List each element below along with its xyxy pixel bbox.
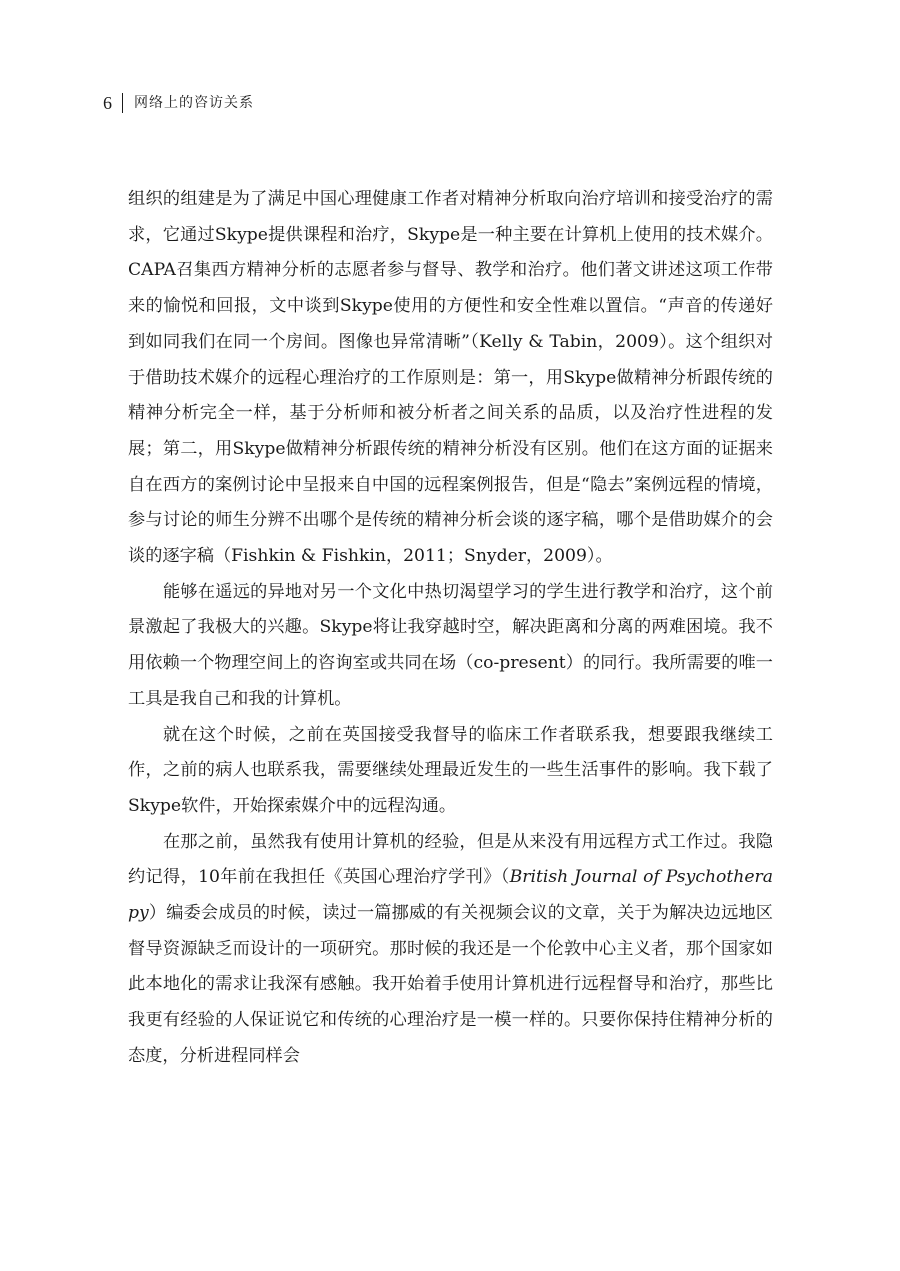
paragraph-2 [128,575,773,718]
paragraph-4-text-a: 在那之前，虽然我有使用计算机的经验，但是从来没有用远程方式工作过。我隐约记得，10年前在我担任《英国心理治疗学刊》（ [128,831,773,888]
paragraph-4-text-b: ）编委会成员的时候，读过一篇挪威的有关视频会议的文章，关于为解决边远地区督导资源缺乏而设计的一项研究。那时候的我还是一个伦敦中心主义者，那个国家如此本地化的需求让我深有感触。我开始着手使用计算机进行远程督导和治疗，那些比我更有经验的人保证说它和传统的心理治疗是一模一样的。只要你保持住精神分析的态度，分析进程同样会 [128,903,773,1066]
paragraph-1 [128,182,773,575]
paragraph-1-text: 组织的组建是为了满足中国心理健康工作者对精神分析取向治疗培训和接受治疗的需求，它通过Skype提供课程和治疗，Skype是一种主要在计算机上使用的技术媒介。CAPA召集西方精神分析的志愿者参与督导、教学和治疗。他们著文讲述这项工作带来的愉悦和回报，文中谈到Skype使用的方便性和安全性难以置信。“声音的传递好到如同我们在同一个房间。图像也异常清晰”（Kelly & Tabin，2009）。这个组织对于借助技术媒介的远程心理治疗的工作原则是：第一，用Skype做精神分析跟传统的精神分析完全一样，基于分析师和被分析者之间关系的品质，以及治疗性进程的发展；第二，用Skype做精神分析跟传统的精神分析没有区别。他们在这方面的证据来自在西方的案例讨论中呈报来自中国的远程案例报告，但是“隐去”案例远程的情境，参与讨论的师生分辨不出哪个是传统的精神分析会谈的逐字稿，哪个是借助媒介的会谈的逐字稿（Fishkin & Fishkin，2011；Snyder，2009）。 [128,189,773,567]
paragraph-3 [128,718,773,825]
body-text [128,182,773,1075]
running-title: 网络上的咨访关系 [134,95,254,111]
paragraph-4 [128,825,773,1075]
page-header [103,92,254,114]
header-divider [122,93,123,113]
paragraph-3-text: 就在这个时候，之前在英国接受我督导的临床工作者联系我，想要跟我继续工作，之前的病人也联系我，需要继续处理最近发生的一些生活事件的影响。我下载了Skype软件，开始探索媒介中的远程沟通。 [128,724,773,816]
page-number: 6 [103,93,112,113]
journal-title-italic: British Journal of Psychotherapy [128,867,773,924]
paragraph-2-text: 能够在遥远的异地对另一个文化中热切渴望学习的学生进行教学和治疗，这个前景激起了我极大的兴趣。Skype将让我穿越时空，解决距离和分离的两难困境。我不用依赖一个物理空间上的咨询室或共同在场（co-present）的同行。我所需要的唯一工具是我自己和我的计算机。 [128,581,773,709]
